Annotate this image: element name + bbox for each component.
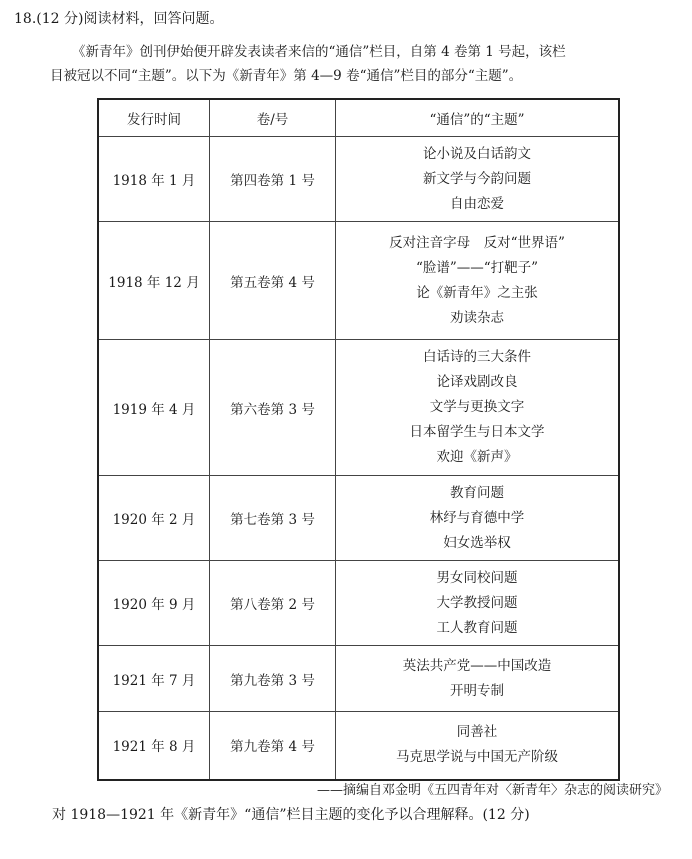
topic-item: 论小说及白话韵文 <box>423 145 531 162</box>
cell-topics <box>336 222 620 340</box>
topic-item: 开明专制 <box>450 682 504 699</box>
topic-item: 论《新青年》之主张 <box>416 284 538 301</box>
topic-item: 文学与更换文字 <box>429 399 525 415</box>
question-header: 18.(12 分)阅读材料，回答问题。 <box>14 11 224 27</box>
table-row <box>98 561 619 646</box>
cell-topics <box>336 646 620 712</box>
topic-item: 欢迎《新声》 <box>436 449 518 465</box>
intro-line-2: 目被冠以不同“主题”。以下为《新青年》第 4—9 卷“通信”栏目的部分“主题”。 <box>50 68 523 84</box>
topic-item: 同善社 <box>456 724 498 741</box>
header-topics: “通信”的“主题” <box>336 99 620 137</box>
table-row <box>98 137 619 222</box>
topic-item: “脸谱”——“打靶子” <box>415 259 539 276</box>
cell-topics <box>336 340 620 476</box>
topic-item: 反对注音字母 反对“世界语” <box>389 234 565 251</box>
header-volume: 卷/号 <box>210 99 336 137</box>
topic-item: 劝读杂志 <box>450 309 504 326</box>
table-row <box>98 340 619 476</box>
cell-topics <box>336 712 620 780</box>
cell-volume: 第九卷第 4 号 <box>210 712 336 780</box>
intro-line-1: 《新青年》创刊伊始便开辟发表读者来信的“通信”栏目，自第 4 卷第 1 号起，该栏 <box>72 44 566 60</box>
intro-paragraph <box>14 40 678 88</box>
cell-volume: 第四卷第 1 号 <box>210 137 336 222</box>
topic-item: 自由恋爱 <box>450 195 504 212</box>
cell-date: 1921 年 8 月 <box>98 712 210 780</box>
topic-item: 白话诗的三大条件 <box>423 349 531 365</box>
question-prompt: 对 1918—1921 年《新青年》“通信”栏目主题的变化予以合理解释。(12 分) <box>52 807 530 823</box>
topic-item: 教育问题 <box>450 484 504 501</box>
cell-date: 1920 年 9 月 <box>98 561 210 646</box>
cell-date: 1920 年 2 月 <box>98 476 210 561</box>
cell-date: 1919 年 4 月 <box>98 340 210 476</box>
topic-item: 男女同校问题 <box>436 569 518 586</box>
cell-date: 1918 年 1 月 <box>98 137 210 222</box>
cell-topics <box>336 561 620 646</box>
cell-topics <box>336 476 620 561</box>
topic-item: 英法共产党——中国改造 <box>402 657 552 674</box>
cell-topics <box>336 137 620 222</box>
table-row <box>98 476 619 561</box>
topic-item: 林纾与育德中学 <box>429 509 525 526</box>
source-citation: ——摘编自邓金明《五四青年对〈新青年〉杂志的阅读研究》 <box>316 783 668 798</box>
cell-volume: 第七卷第 3 号 <box>210 476 336 561</box>
table-header-row <box>98 99 619 137</box>
cell-date: 1921 年 7 月 <box>98 646 210 712</box>
topic-item: 工人教育问题 <box>436 619 518 636</box>
cell-date: 1918 年 12 月 <box>98 222 210 340</box>
cell-volume: 第五卷第 4 号 <box>210 222 336 340</box>
cell-volume: 第六卷第 3 号 <box>210 340 336 476</box>
topic-item: 论译戏剧改良 <box>436 374 518 390</box>
table-row <box>98 646 619 712</box>
table-row <box>98 712 619 780</box>
topic-item: 新文学与今韵问题 <box>423 170 531 187</box>
topic-item: 妇女选举权 <box>443 534 511 551</box>
topic-item: 日本留学生与日本文学 <box>409 424 545 440</box>
table-row <box>98 222 619 340</box>
topics-table <box>97 98 620 781</box>
cell-volume: 第八卷第 2 号 <box>210 561 336 646</box>
topic-item: 大学教授问题 <box>436 594 518 611</box>
topic-item: 马克思学说与中国无产阶级 <box>396 749 558 766</box>
cell-volume: 第九卷第 3 号 <box>210 646 336 712</box>
header-date: 发行时间 <box>98 99 210 137</box>
